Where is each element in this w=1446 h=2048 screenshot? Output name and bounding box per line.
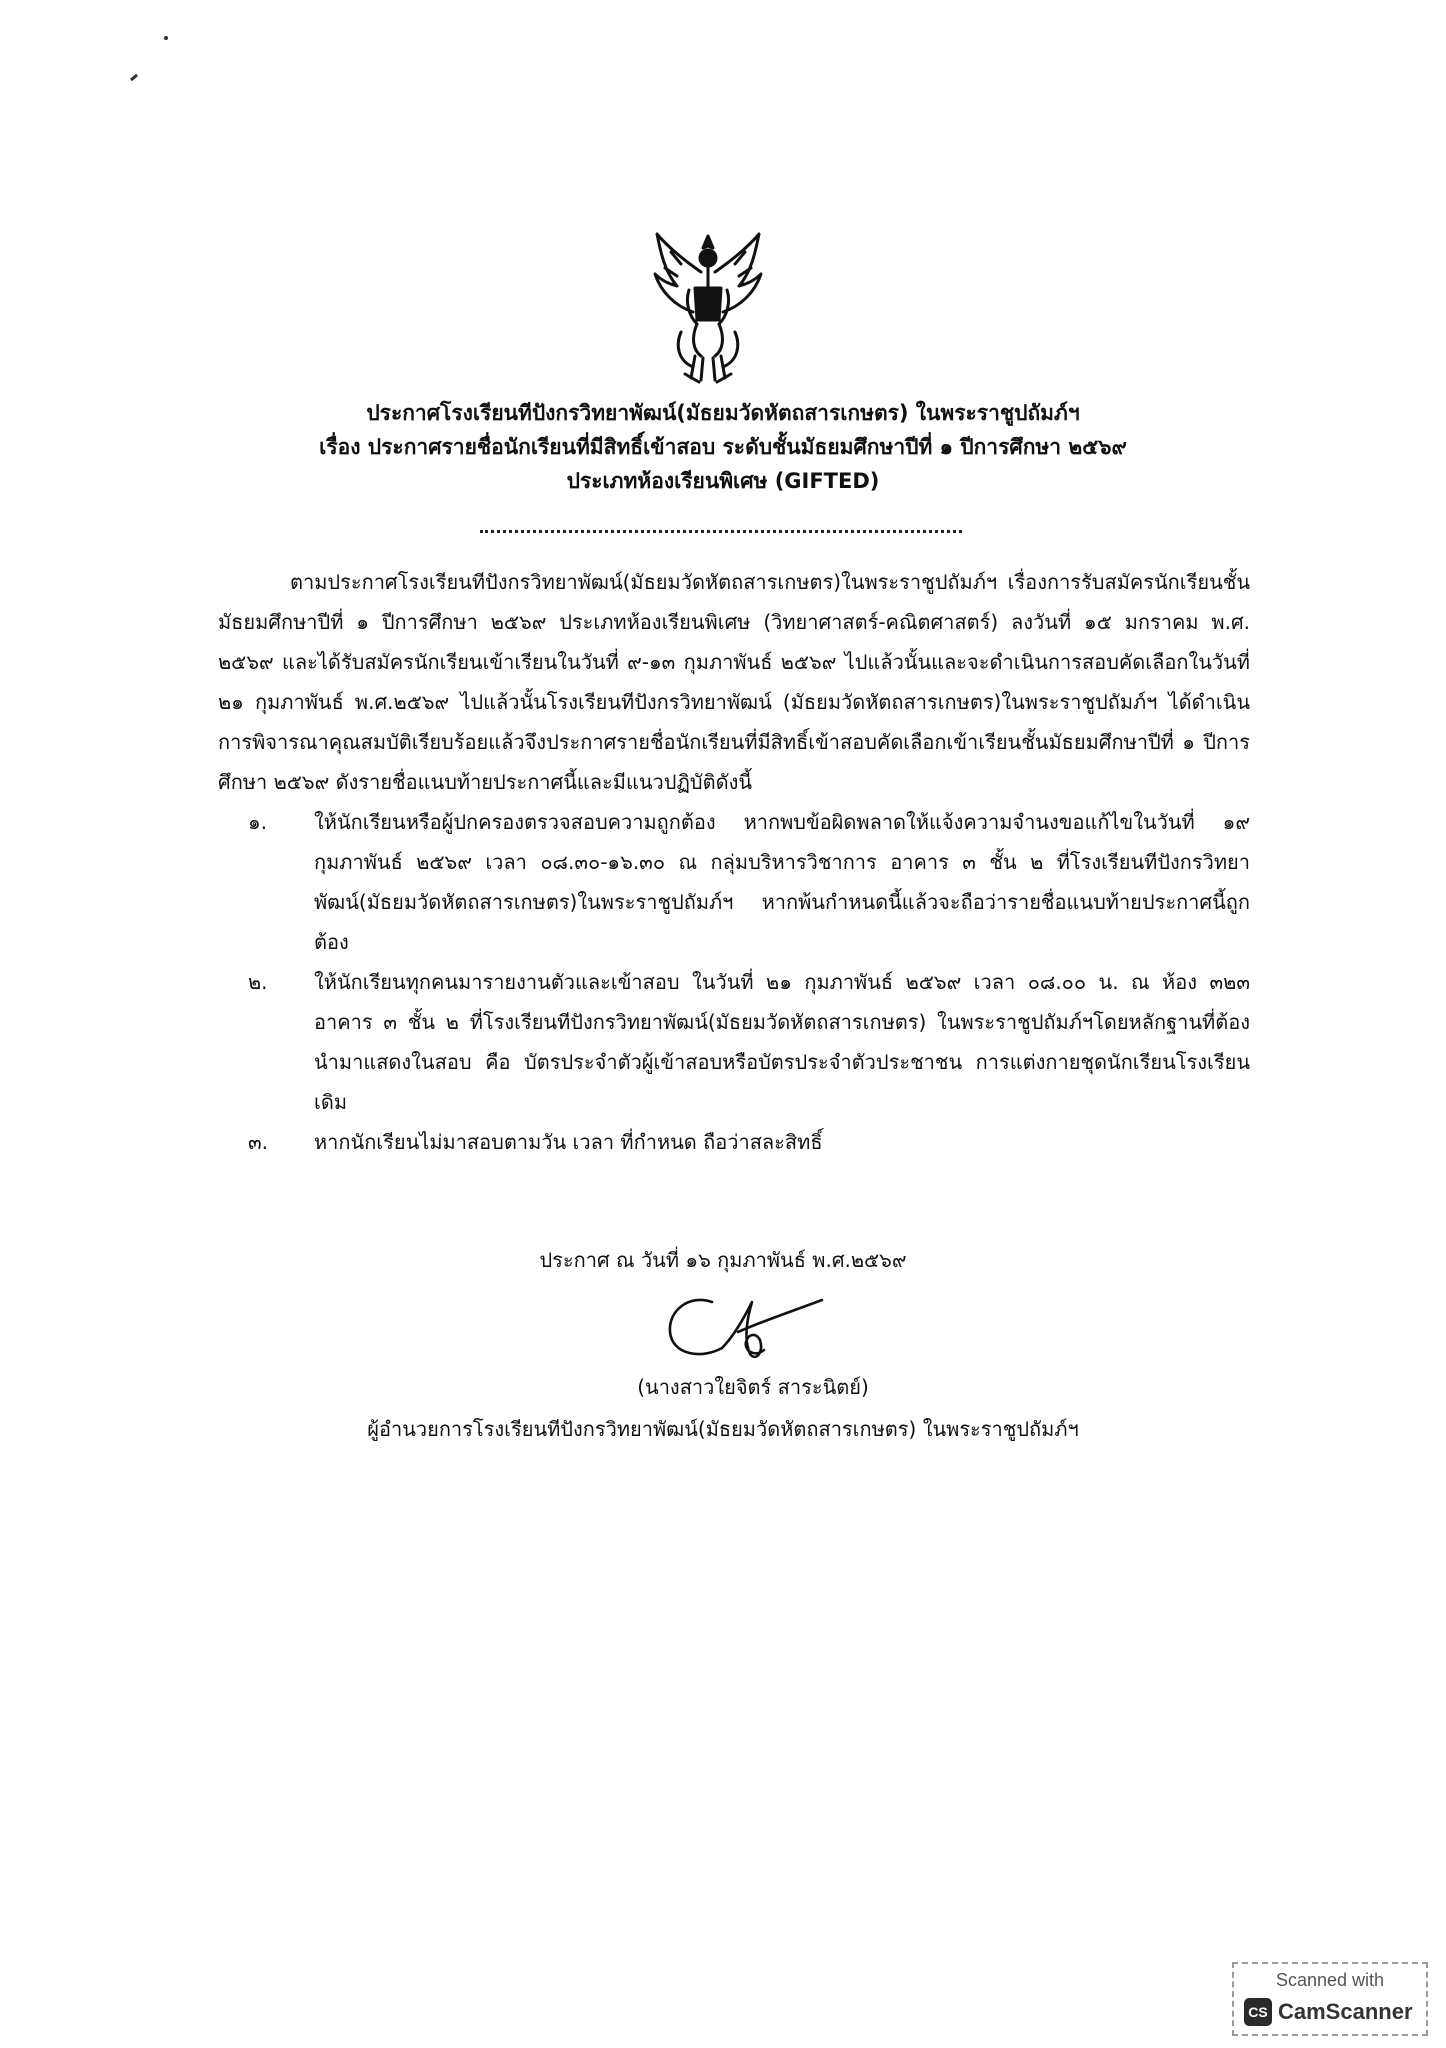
title-line-1: ประกาศโรงเรียนทีปังกรวิทยาพัฒน์(มัธยมวัดหัตถสารเกษตร) ในพระราชูปถัมภ์ฯ bbox=[366, 401, 1080, 425]
document-body bbox=[218, 562, 1250, 1162]
guideline-item bbox=[248, 1122, 1250, 1162]
document-title bbox=[190, 396, 1256, 498]
guideline-number: ๓. bbox=[248, 1130, 269, 1154]
guideline-number: ๑. bbox=[248, 810, 268, 834]
camscanner-watermark bbox=[1232, 1962, 1428, 2036]
guideline-item bbox=[248, 802, 1250, 962]
announcement-date: ประกาศ ณ วันที่ ๑๖ กุมภาพันธ์ พ.ศ.๒๕๖๙ bbox=[539, 1248, 907, 1272]
guideline-number: ๒. bbox=[248, 970, 268, 994]
signer-title: ผู้อำนวยการโรงเรียนทีปังกรวิทยาพัฒน์(มัธยมวัดหัตถสารเกษตร) ในพระราชูปถัมภ์ฯ bbox=[367, 1417, 1079, 1441]
guideline-item bbox=[248, 962, 1250, 1122]
signer-name: (นางสาวใยจิตร์ สาระนิตย์) bbox=[637, 1375, 869, 1399]
guideline-text: หากนักเรียนไม่มาสอบตามวัน เวลา ที่กำหนด ถือว่าสละสิทธิ์ bbox=[314, 1130, 823, 1154]
title-line-3: ประเภทห้องเรียนพิเศษ (GIFTED) bbox=[566, 469, 880, 493]
watermark-caption: Scanned with bbox=[1275, 1970, 1385, 1990]
title-line-2: เรื่อง ประกาศรายชื่อนักเรียนที่มีสิทธิ์เข้าสอบ ระดับชั้นมัธยมศึกษาปีที่ ๑ ปีการศึกษา ๒๕๖๙ bbox=[319, 435, 1127, 459]
guideline-text: ให้นักเรียนทุกคนมารายงานตัวและเข้าสอบ ในวันที่ ๒๑ กุมภาพันธ์ ๒๕๖๙ เวลา ๐๘.๐๐ น. ณ ห้อง ๓๒๓ อาคาร ๓ ชั้น ๒ ที่โรงเรียนทีปังกรวิทยาพัฒน์(มัธยมวัดหัตถสารเกษตร) ในพระราชูปถัมภ์ฯโดยหลักฐานที่ต้องนำมาแสดงในสอบ คือ บัตรประจำตัวผู้เข้าสอบหรือบัตรประจำตัวประชาชน การแต่งกายชุดนักเรียนโรงเรียนเดิม bbox=[314, 970, 1250, 1114]
title-divider bbox=[480, 530, 962, 533]
garuda-emblem-icon bbox=[651, 228, 765, 388]
watermark-brand: CamScanner bbox=[1278, 1999, 1413, 2024]
intro-paragraph: ตามประกาศโรงเรียนทีปังกรวิทยาพัฒน์(มัธยมวัดหัตถสารเกษตร)ในพระราชูปถัมภ์ฯ เรื่องการรับสมัครนักเรียนชั้นมัธยมศึกษาปีที่ ๑ ปีการศึกษา ๒๕๖๙ ประเภทห้องเรียนพิเศษ (วิทยาศาสตร์-คณิตศาสตร์) ลงวันที่ ๑๕ มกราคม พ.ศ. ๒๕๖๙ และได้รับสมัครนักเรียนเข้าเรียนในวันที่ ๙-๑๓ กุมภาพันธ์ ๒๕๖๙ ไปแล้วนั้นและจะดำเนินการสอบคัดเลือกในวันที่ ๒๑ กุมภาพันธ์ พ.ศ.๒๕๖๙ ไปแล้วนั้นโรงเรียนทีปังกรวิทยาพัฒน์ (มัธยมวัดหัตถสารเกษตร)ในพระราชูปถัมภ์ฯ ได้ดำเนินการพิจารณาคุณสมบัติเรียบร้อยแล้วจึงประกาศรายชื่อนักเรียนที่มีสิทธิ์เข้าสอบคัดเลือกเข้าเรียนชั้นมัธยมศึกษาปีที่ ๑ ปีการศึกษา ๒๕๖๙ ดังรายชื่อแนบท้ายประกาศนี้และมีแนวปฏิบัติดังนี้ bbox=[218, 570, 1250, 794]
guideline-text: ให้นักเรียนหรือผู้ปกครองตรวจสอบความถูกต้อง หากพบข้อผิดพลาดให้แจ้งความจำนงขอแก้ไขในวันที่ ๑๙ กุมภาพันธ์ ๒๕๖๙ เวลา ๐๘.๓๐-๑๖.๓๐ ณ กลุ่มบริหารวิชาการ อาคาร ๓ ชั้น ๒ ที่โรงเรียนทีปังกรวิทยาพัฒน์(มัธยมวัดหัตถสารเกษตร)ในพระราชูปถัมภ์ฯ หากพ้นกำหนดนี้แล้วจะถือว่ารายชื่อแนบท้ายประกาศนี้ถูกต้อง bbox=[314, 810, 1250, 954]
scan-speck bbox=[164, 36, 168, 40]
scan-speck bbox=[130, 74, 138, 81]
handwritten-signature bbox=[660, 1288, 830, 1368]
camscanner-logo-icon: CS bbox=[1244, 1998, 1272, 2026]
guideline-list bbox=[218, 802, 1250, 1162]
